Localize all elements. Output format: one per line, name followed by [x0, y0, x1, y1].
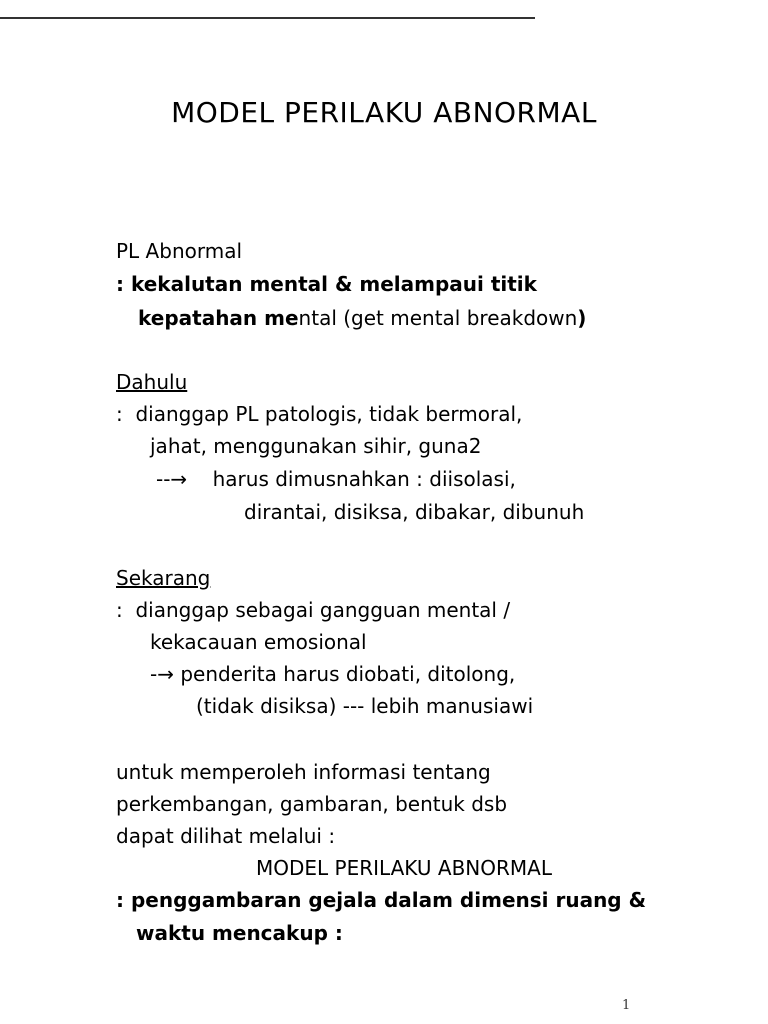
sekarang-line: kekacauan emosional	[150, 630, 367, 654]
closing-line: untuk memperoleh informasi tentang	[116, 760, 491, 784]
definition-bold-part: kepatahan me	[138, 306, 299, 330]
closing-line: dapat dilihat melalui :	[116, 824, 336, 848]
definition-close-paren: )	[577, 306, 587, 330]
sekarang-line: : dianggap sebagai gangguan mental /	[116, 598, 511, 622]
sekarang-heading: Sekarang	[116, 566, 211, 590]
dahulu-line: dirantai, disiksa, dibakar, dibunuh	[244, 500, 585, 524]
closing-line: perkembangan, gambaran, bentuk dsb	[116, 792, 508, 816]
closing-line: : penggambaran gejala dalam dimensi ruang &	[116, 888, 647, 912]
dahulu-line: : dianggap PL patologis, tidak bermoral,	[116, 402, 523, 426]
closing-subtitle: MODEL PERILAKU ABNORMAL	[256, 856, 552, 880]
header-rule	[0, 17, 535, 19]
definition-normal-part: ntal (get mental breakdown	[298, 306, 578, 330]
pl-abnormal-heading: PL Abnormal	[116, 239, 243, 263]
closing-line: waktu mencakup :	[136, 921, 343, 945]
dahulu-heading: Dahulu	[116, 370, 188, 394]
dahulu-line: jahat, menggunakan sihir, guna2	[150, 434, 482, 458]
pl-abnormal-definition-line1: : kekalutan mental & melampaui titik	[116, 272, 537, 296]
dahulu-line: --→ harus dimusnahkan : diisolasi,	[156, 467, 516, 491]
sekarang-line: -→ penderita harus diobati, ditolong,	[150, 662, 516, 686]
pl-abnormal-definition-line2	[138, 304, 586, 332]
page-title: MODEL PERILAKU ABNORMAL	[171, 96, 597, 129]
sekarang-line: (tidak disiksa) --- lebih manusiawi	[196, 694, 534, 718]
page-number: 1	[622, 998, 631, 1013]
